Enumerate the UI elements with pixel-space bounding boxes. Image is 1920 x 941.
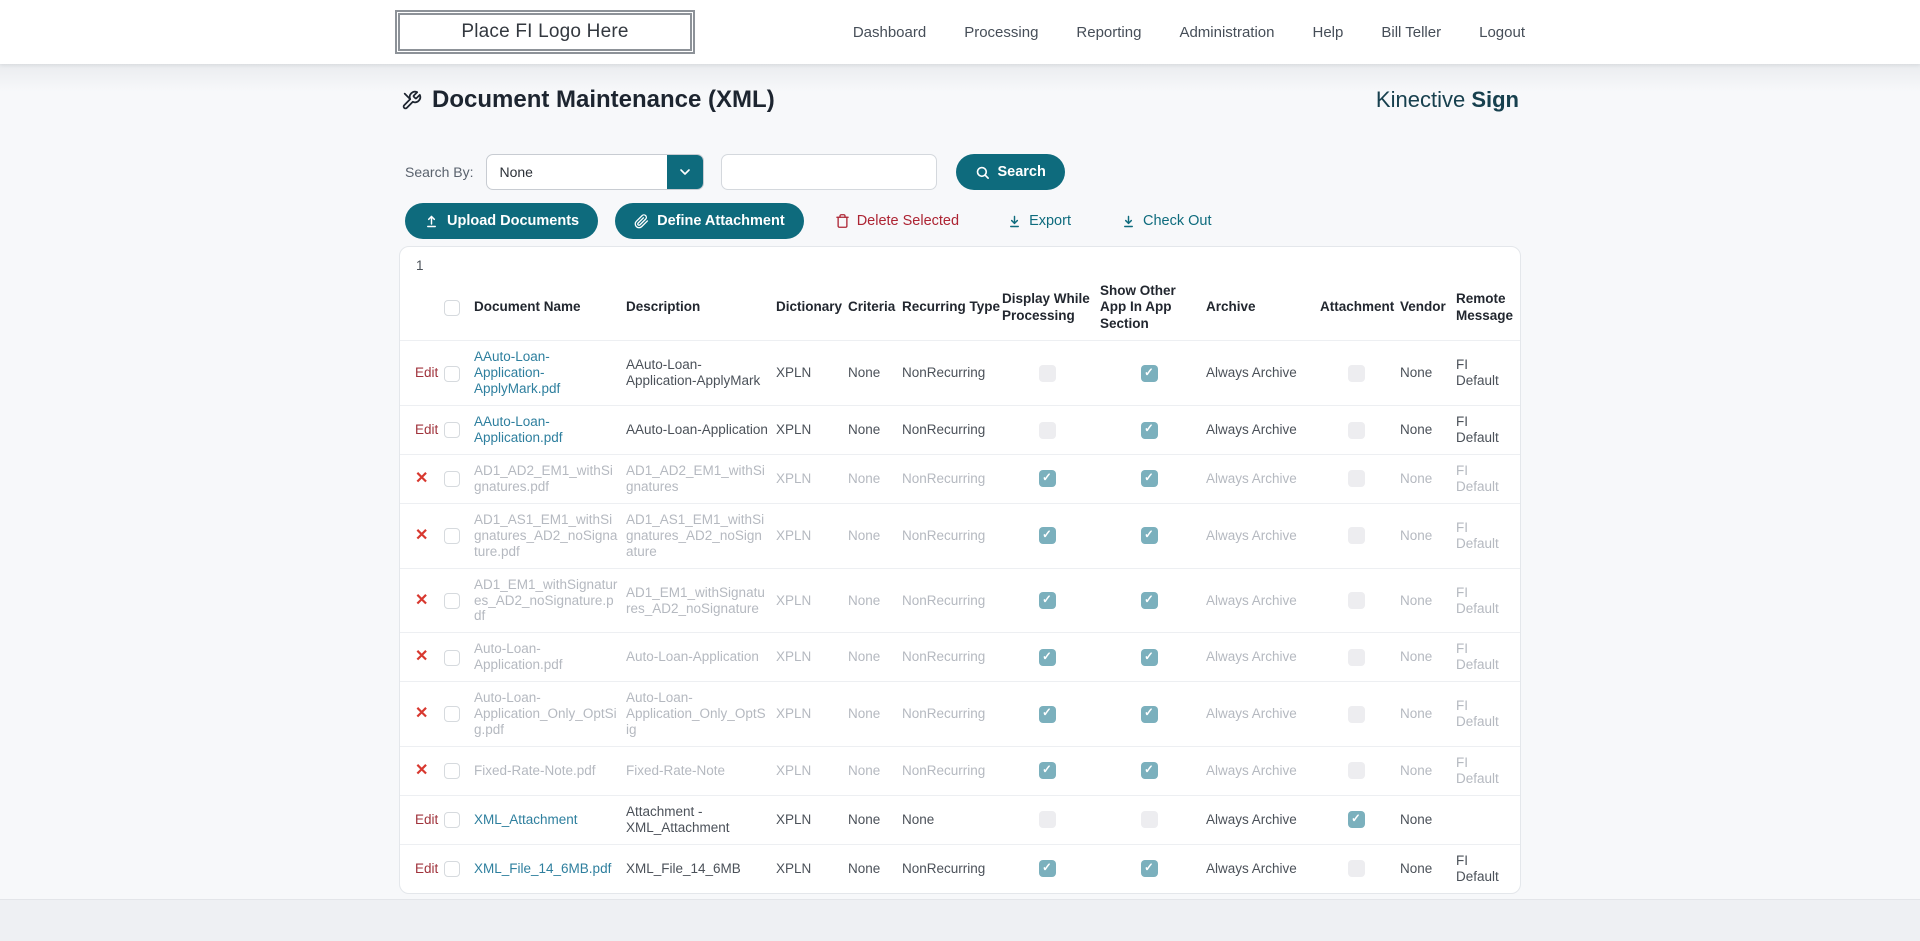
- toolbar: [399, 203, 1521, 239]
- document-name-link[interactable]: XML_Attachment: [474, 811, 578, 827]
- display-while-processing-checkbox[interactable]: [1039, 365, 1056, 382]
- nav-item-reporting[interactable]: Reporting: [1076, 23, 1142, 41]
- display-while-processing-checkbox[interactable]: [1039, 706, 1056, 723]
- document-description: Auto-Loan-Application: [626, 633, 776, 682]
- attachment-checkbox[interactable]: [1348, 811, 1365, 828]
- display-while-processing-checkbox[interactable]: [1039, 592, 1056, 609]
- row-select-checkbox[interactable]: [444, 812, 460, 828]
- document-description: AAuto-Loan-Application-ApplyMark: [626, 341, 776, 406]
- show-other-app-checkbox[interactable]: [1141, 365, 1158, 382]
- edit-link[interactable]: Edit: [415, 860, 439, 876]
- row-select-checkbox[interactable]: [444, 471, 460, 487]
- dictionary-value: XPLN: [776, 860, 812, 876]
- dictionary-value: XPLN: [776, 633, 848, 682]
- edit-link[interactable]: Edit: [415, 365, 439, 381]
- dictionary-value: XPLN: [776, 406, 848, 455]
- delete-row-icon[interactable]: ✕: [415, 705, 429, 723]
- upload-icon: [424, 214, 439, 229]
- col-document-name: Document Name: [474, 275, 626, 341]
- attachment-checkbox[interactable]: [1348, 470, 1365, 487]
- select-all-checkbox[interactable]: [444, 300, 460, 316]
- row-select-checkbox[interactable]: [444, 422, 460, 438]
- vendor-value: None: [1400, 406, 1456, 455]
- vendor-value: None: [1400, 633, 1456, 682]
- col-vendor: Vendor: [1400, 275, 1456, 341]
- show-other-app-checkbox[interactable]: [1141, 860, 1158, 877]
- document-name-link[interactable]: AD1_EM1_withSignatures_AD2_noSignature.pdf: [474, 576, 618, 624]
- document-description: Attachment - XML_Attachment: [626, 795, 776, 844]
- nav-item-help[interactable]: Help: [1312, 23, 1344, 41]
- vendor-value: None: [1400, 568, 1456, 633]
- document-table-body: [400, 341, 1520, 893]
- delete-row-icon[interactable]: ✕: [415, 648, 429, 666]
- document-description: Fixed-Rate-Note: [626, 747, 776, 796]
- display-while-processing-checkbox[interactable]: [1039, 811, 1056, 828]
- attachment-checkbox[interactable]: [1348, 592, 1365, 609]
- remote-message-value: FI Default: [1456, 852, 1499, 884]
- show-other-app-checkbox[interactable]: [1141, 527, 1158, 544]
- archive-value: Always Archive: [1206, 747, 1320, 796]
- trash-icon: [835, 213, 850, 229]
- document-description: AD1_AD2_EM1_withSignatures: [626, 455, 776, 504]
- row-select-checkbox[interactable]: [444, 366, 460, 382]
- dictionary-value: XPLN: [776, 568, 848, 633]
- dictionary-value: XPLN: [776, 747, 848, 796]
- download-icon: [1007, 214, 1022, 229]
- display-while-processing-checkbox[interactable]: [1039, 470, 1056, 487]
- criteria-value: None: [848, 860, 881, 876]
- remote-message-value: FI Default: [1456, 503, 1520, 568]
- display-while-processing-checkbox[interactable]: [1039, 527, 1056, 544]
- document-name-link[interactable]: AD1_AS1_EM1_withSignatures_AD2_noSignature.pdf: [474, 511, 618, 559]
- row-select-checkbox[interactable]: [444, 650, 460, 666]
- col-description: Description: [626, 275, 776, 341]
- action-column-header: [400, 275, 444, 341]
- documents-card: [399, 246, 1521, 894]
- edit-link[interactable]: Edit: [415, 422, 439, 438]
- vendor-value: None: [1400, 860, 1433, 876]
- document-description: AAuto-Loan-Application: [626, 406, 776, 455]
- display-while-processing-checkbox[interactable]: [1039, 649, 1056, 666]
- archive-value: Always Archive: [1206, 503, 1320, 568]
- document-description: AD1_AS1_EM1_withSignatures_AD2_noSignature: [626, 503, 776, 568]
- recurring-type-value: NonRecurring: [902, 568, 1002, 633]
- attachment-checkbox[interactable]: [1348, 649, 1365, 666]
- delete-selected-label: Delete Selected: [856, 213, 960, 229]
- table-row: [400, 406, 1520, 455]
- maintenance-tools-icon: [401, 90, 422, 111]
- show-other-app-checkbox[interactable]: [1141, 706, 1158, 723]
- upload-documents-button[interactable]: [405, 203, 598, 239]
- remote-message-value: FI Default: [1456, 406, 1520, 455]
- archive-value: Always Archive: [1206, 455, 1320, 504]
- document-description: XML_File_14_6MB: [626, 860, 741, 876]
- table-row: [400, 844, 1520, 892]
- archive-value: Always Archive: [1206, 568, 1320, 633]
- pagination: [400, 247, 1520, 275]
- recurring-type-value: NonRecurring: [902, 860, 986, 876]
- export-label: Export: [1029, 213, 1071, 229]
- remote-message-value: FI Default: [1456, 568, 1520, 633]
- chevron-down-icon: [677, 164, 693, 180]
- attachment-checkbox[interactable]: [1348, 422, 1365, 439]
- check-out-button[interactable]: [1115, 212, 1218, 230]
- show-other-app-checkbox[interactable]: [1141, 762, 1158, 779]
- archive-value: Always Archive: [1206, 341, 1320, 406]
- document-name-link[interactable]: Fixed-Rate-Note.pdf: [474, 762, 596, 778]
- nav-item-administration[interactable]: Administration: [1179, 23, 1275, 41]
- main-content: [0, 64, 1920, 927]
- dictionary-value: XPLN: [776, 795, 848, 844]
- remote-message-value: [1456, 795, 1520, 844]
- criteria-value: None: [848, 341, 902, 406]
- remote-message-value: FI Default: [1456, 747, 1520, 796]
- remote-message-value: FI Default: [1456, 633, 1520, 682]
- criteria-value: None: [848, 503, 902, 568]
- document-description: Auto-Loan-Application_Only_OptSig: [626, 682, 776, 747]
- search-by-label: Search By:: [405, 164, 474, 180]
- page-bottom-band: [0, 899, 1920, 941]
- search-by-selected-value: None: [499, 164, 533, 180]
- dictionary-value: XPLN: [776, 682, 848, 747]
- vendor-value: None: [1400, 503, 1456, 568]
- criteria-value: None: [848, 795, 902, 844]
- col-remote-message: Remote Message: [1456, 275, 1520, 341]
- table-row: [400, 568, 1520, 633]
- show-other-app-checkbox[interactable]: [1141, 422, 1158, 439]
- delete-row-icon[interactable]: ✕: [415, 526, 429, 544]
- nav-item-bill-teller[interactable]: Bill Teller: [1381, 23, 1442, 41]
- top-bar: [0, 0, 1920, 64]
- vendor-value: None: [1400, 682, 1456, 747]
- brand-logo: [1376, 87, 1519, 113]
- archive-value: Always Archive: [1206, 860, 1297, 876]
- delete-row-icon[interactable]: ✕: [415, 469, 429, 487]
- attachment-checkbox[interactable]: [1348, 762, 1365, 779]
- fi-logo-text: Place FI Logo Here: [461, 21, 629, 42]
- row-select-checkbox[interactable]: [444, 528, 460, 544]
- attachment-checkbox[interactable]: [1348, 365, 1365, 382]
- row-select-checkbox[interactable]: [444, 861, 460, 877]
- recurring-type-value: None: [902, 795, 1002, 844]
- attachment-checkbox[interactable]: [1348, 860, 1365, 877]
- show-other-app-checkbox[interactable]: [1141, 592, 1158, 609]
- upload-documents-label: Upload Documents: [447, 213, 580, 229]
- search-button[interactable]: [956, 154, 1064, 190]
- document-name-link[interactable]: Auto-Loan-Application_Only_OptSig.pdf: [474, 690, 617, 738]
- nav-item-logout[interactable]: Logout: [1479, 23, 1525, 41]
- recurring-type-value: NonRecurring: [902, 682, 1002, 747]
- table-row: [400, 795, 1520, 844]
- archive-value: Always Archive: [1206, 682, 1320, 747]
- search-button-label: Search: [997, 164, 1046, 180]
- paperclip-icon: [634, 214, 649, 229]
- archive-value: Always Archive: [1206, 795, 1320, 844]
- recurring-type-value: NonRecurring: [902, 455, 1002, 504]
- criteria-value: None: [848, 633, 902, 682]
- criteria-value: None: [848, 568, 902, 633]
- define-attachment-label: Define Attachment: [657, 213, 785, 229]
- display-while-processing-checkbox[interactable]: [1039, 762, 1056, 779]
- nav-item-processing[interactable]: Processing: [964, 23, 1039, 41]
- col-recurring-type: Recurring Type: [902, 275, 1002, 341]
- archive-value: Always Archive: [1206, 406, 1320, 455]
- criteria-value: None: [848, 406, 902, 455]
- col-display-while-processing: Display While Processing: [1002, 275, 1100, 341]
- row-select-checkbox[interactable]: [444, 706, 460, 722]
- search-by-dropdown[interactable]: [486, 154, 704, 190]
- remote-message-value: FI Default: [1456, 341, 1520, 406]
- delete-row-icon[interactable]: ✕: [415, 591, 429, 609]
- recurring-type-value: NonRecurring: [902, 406, 1002, 455]
- document-name-link[interactable]: Auto-Loan-Application.pdf: [474, 641, 563, 673]
- vendor-value: None: [1400, 455, 1456, 504]
- brand-name: Kinective: [1375, 87, 1466, 112]
- nav-item-dashboard[interactable]: Dashboard: [852, 23, 927, 41]
- documents-table: [400, 275, 1520, 893]
- delete-selected-button[interactable]: [829, 212, 965, 230]
- vendor-value: None: [1400, 747, 1456, 796]
- archive-value: Always Archive: [1206, 633, 1320, 682]
- col-criteria: Criteria: [848, 275, 902, 341]
- criteria-value: None: [848, 682, 902, 747]
- col-attachment: Attachment: [1320, 275, 1400, 341]
- search-row: [399, 154, 1521, 190]
- col-show-other-app: Show Other App In App Section: [1100, 275, 1206, 341]
- criteria-value: None: [848, 747, 902, 796]
- page-title: [401, 86, 775, 114]
- fi-logo-placeholder: [395, 10, 695, 54]
- table-row: [400, 633, 1520, 682]
- document-name-link[interactable]: AAuto-Loan-Application.pdf: [474, 414, 563, 446]
- remote-message-value: FI Default: [1456, 455, 1520, 504]
- recurring-type-value: NonRecurring: [902, 633, 1002, 682]
- check-out-label: Check Out: [1142, 213, 1212, 229]
- criteria-value: None: [848, 455, 902, 504]
- remote-message-value: FI Default: [1456, 682, 1520, 747]
- document-description: AD1_EM1_withSignatures_AD2_noSignature: [626, 568, 776, 633]
- row-select-checkbox[interactable]: [444, 593, 460, 609]
- show-other-app-checkbox[interactable]: [1141, 470, 1158, 487]
- vendor-value: None: [1400, 341, 1456, 406]
- dictionary-value: XPLN: [776, 503, 848, 568]
- document-name-link[interactable]: XML_File_14_6MB.pdf: [474, 860, 612, 876]
- document-name-link[interactable]: AD1_AD2_EM1_withSignatures.pdf: [474, 463, 613, 494]
- dictionary-value: XPLN: [776, 341, 848, 406]
- search-icon: [975, 165, 990, 180]
- recurring-type-value: NonRecurring: [902, 503, 1002, 568]
- attachment-checkbox[interactable]: [1348, 706, 1365, 723]
- show-other-app-checkbox[interactable]: [1141, 649, 1158, 666]
- table-header-row: [400, 275, 1520, 341]
- table-row: [400, 682, 1520, 747]
- col-dictionary: Dictionary: [776, 275, 848, 341]
- define-attachment-button[interactable]: [615, 203, 804, 239]
- show-other-app-checkbox[interactable]: [1141, 811, 1158, 828]
- main-nav: [853, 24, 1525, 41]
- search-input[interactable]: [721, 154, 937, 190]
- dictionary-value: XPLN: [776, 455, 848, 504]
- table-row: [400, 455, 1520, 504]
- title-row: [399, 86, 1521, 114]
- attachment-checkbox[interactable]: [1348, 527, 1365, 544]
- row-select-checkbox[interactable]: [444, 763, 460, 779]
- edit-link[interactable]: Edit: [415, 811, 439, 827]
- display-while-processing-checkbox[interactable]: [1039, 860, 1056, 877]
- delete-row-icon[interactable]: ✕: [415, 761, 429, 779]
- export-button[interactable]: [1001, 212, 1077, 230]
- brand-suffix: Sign: [1471, 87, 1519, 112]
- dropdown-toggle-button[interactable]: [667, 155, 703, 189]
- table-row: [400, 747, 1520, 796]
- page-number-1[interactable]: 1: [416, 258, 424, 273]
- table-row: [400, 503, 1520, 568]
- vendor-value: None: [1400, 795, 1456, 844]
- table-row: [400, 341, 1520, 406]
- download-icon: [1121, 214, 1136, 229]
- page-title-text: Document Maintenance (XML): [432, 86, 775, 113]
- display-while-processing-checkbox[interactable]: [1039, 422, 1056, 439]
- document-name-link[interactable]: AAuto-Loan-Application-ApplyMark.pdf: [474, 349, 561, 397]
- recurring-type-value: NonRecurring: [902, 747, 1002, 796]
- col-archive: Archive: [1206, 275, 1320, 341]
- recurring-type-value: NonRecurring: [902, 341, 1002, 406]
